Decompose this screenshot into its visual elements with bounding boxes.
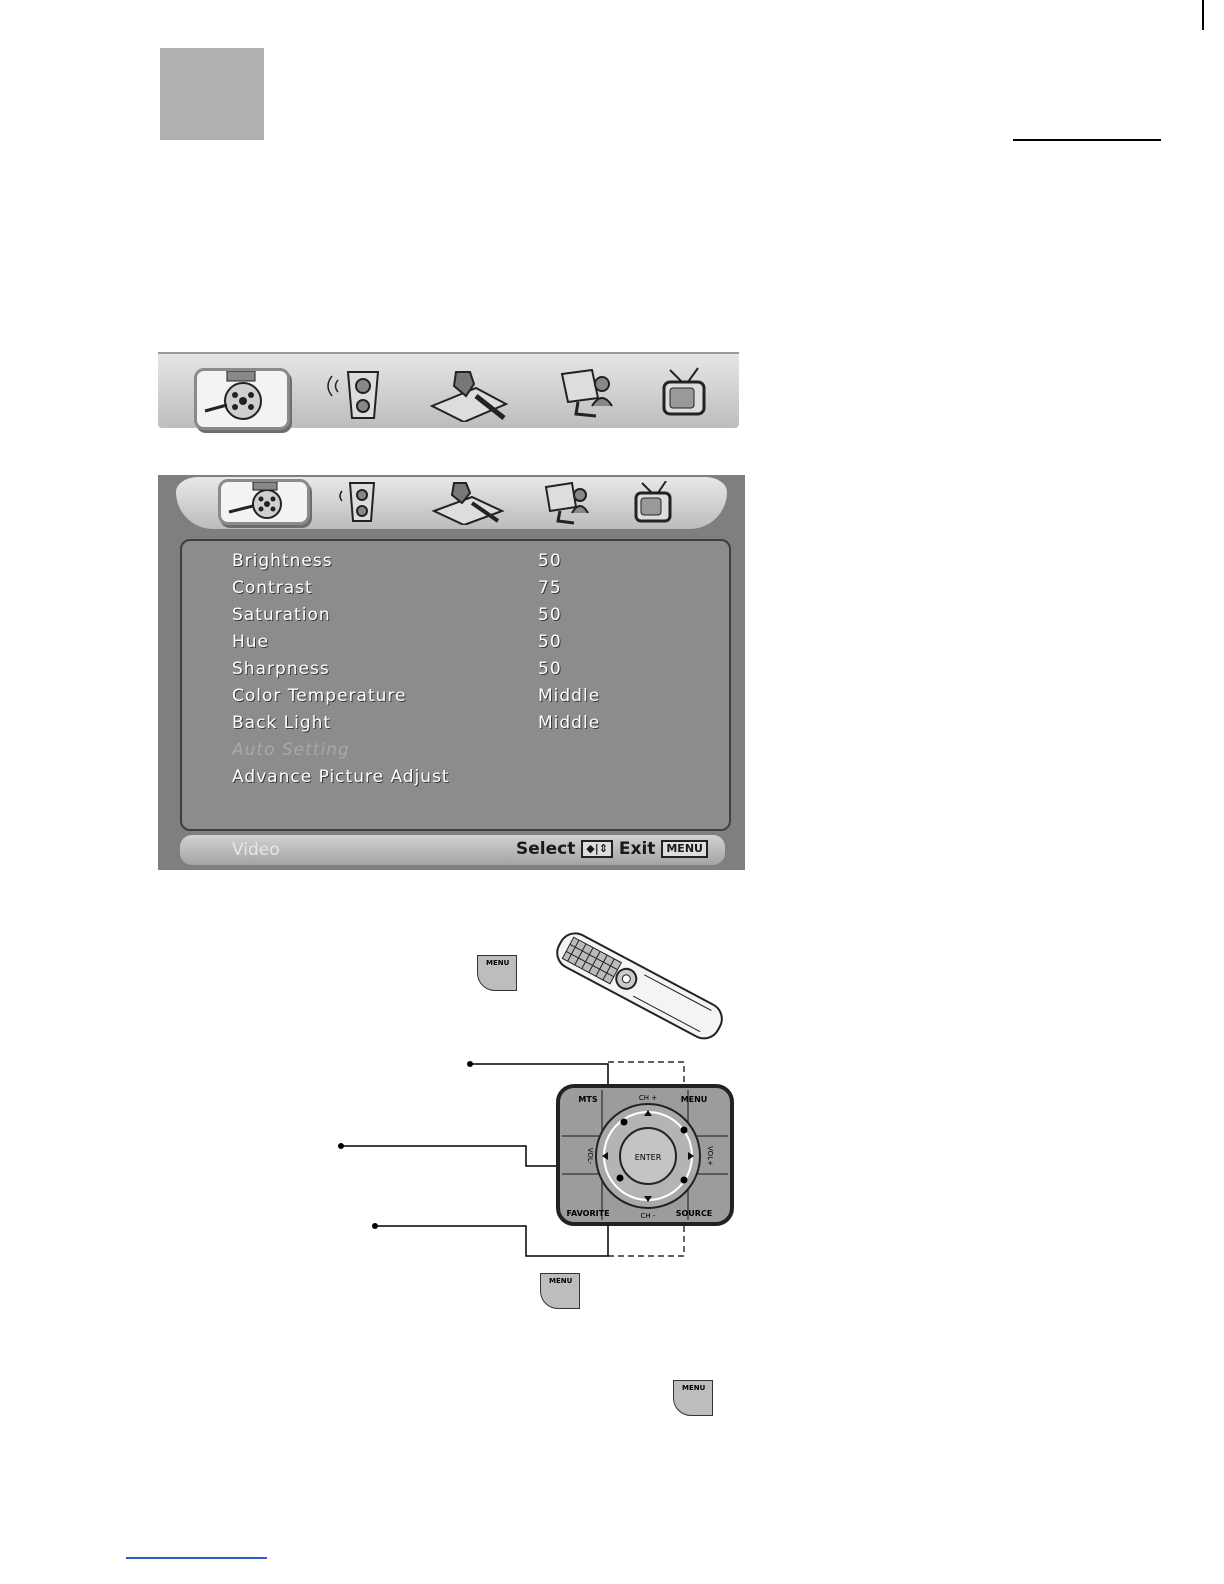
menu-row-contrast[interactable] [232, 578, 712, 605]
osd-icon-bar [158, 352, 739, 428]
source-key-label[interactable]: SOURCE [675, 1209, 713, 1218]
osd-footer-hint [516, 839, 708, 859]
ch-minus-key-label[interactable]: CH - [640, 1212, 656, 1220]
navigation-pad-diagram [330, 1050, 750, 1260]
row-value: 50 [538, 632, 562, 652]
menu-row-color-temperature[interactable] [232, 686, 712, 713]
setup-tools-icon[interactable] [426, 366, 516, 422]
row-value: 50 [538, 551, 562, 571]
row-label: Brightness [232, 551, 333, 571]
row-label: Sharpness [232, 659, 330, 679]
menu-row-auto-setting [232, 740, 712, 767]
menu-key-icon [540, 1273, 580, 1309]
row-value: 75 [538, 578, 562, 598]
pc-user-icon[interactable] [540, 366, 630, 422]
page-edge-line [1202, 0, 1204, 30]
menu-key-badge: MENU [661, 840, 708, 858]
exit-hint-label: Exit [618, 839, 656, 859]
row-label: Back Light [232, 713, 332, 733]
menu-key-label: MENU [549, 1277, 573, 1285]
row-label: Contrast [232, 578, 313, 598]
speaker-icon[interactable] [318, 366, 408, 422]
mts-key-label[interactable]: MTS [578, 1095, 598, 1104]
speaker-icon[interactable] [326, 481, 396, 525]
osd-footer-title: Video [232, 840, 280, 860]
video-reel-icon[interactable] [194, 368, 290, 430]
pc-user-icon[interactable] [532, 481, 602, 525]
menu-row-saturation[interactable] [232, 605, 712, 632]
select-hint-label: Select [516, 839, 576, 859]
osd-settings-list [180, 539, 731, 831]
arrow-keys-icon: ◆|⇕ [581, 840, 613, 858]
row-label: Saturation [232, 605, 331, 625]
row-label: Hue [232, 632, 270, 652]
footer-link-rule [126, 1557, 267, 1559]
chapter-tab-block [160, 48, 264, 140]
tv-icon[interactable] [624, 481, 684, 525]
ch-plus-key-label[interactable]: CH + [638, 1094, 658, 1102]
menu-row-advance-picture-adjust[interactable] [232, 767, 712, 794]
menu-key-icon [673, 1380, 713, 1416]
menu-row-brightness[interactable] [232, 551, 712, 578]
row-value: 50 [538, 659, 562, 679]
setup-tools-icon[interactable] [428, 481, 508, 525]
menu-row-sharpness[interactable] [232, 659, 712, 686]
menu-key-label: MENU [682, 1384, 706, 1392]
video-reel-icon[interactable] [218, 479, 310, 525]
header-rule [1013, 139, 1161, 141]
row-value: Middle [538, 686, 601, 706]
menu-row-hue[interactable] [232, 632, 712, 659]
row-label: Advance Picture Adjust [232, 767, 450, 787]
favorite-key-label[interactable]: FAVORITE [566, 1209, 610, 1218]
menu-row-back-light[interactable] [232, 713, 712, 740]
row-label: Color Temperature [232, 686, 407, 706]
osd-menu-icon-bar [176, 477, 727, 529]
menu-key-icon [477, 955, 517, 991]
enter-key-label[interactable]: ENTER [634, 1153, 662, 1162]
vol-plus-key-label[interactable]: VOL+ [706, 1146, 714, 1166]
tv-icon[interactable] [642, 366, 732, 422]
row-label: Auto Setting [232, 740, 350, 760]
vol-minus-key-label[interactable]: VOL- [586, 1147, 594, 1165]
remote-control-icon [555, 930, 725, 1040]
row-value: Middle [538, 713, 601, 733]
osd-footer [180, 835, 725, 865]
row-value: 50 [538, 605, 562, 625]
menu-pad-key-label[interactable]: MENU [680, 1095, 708, 1104]
menu-key-label: MENU [486, 959, 510, 967]
osd-video-menu [158, 475, 745, 870]
